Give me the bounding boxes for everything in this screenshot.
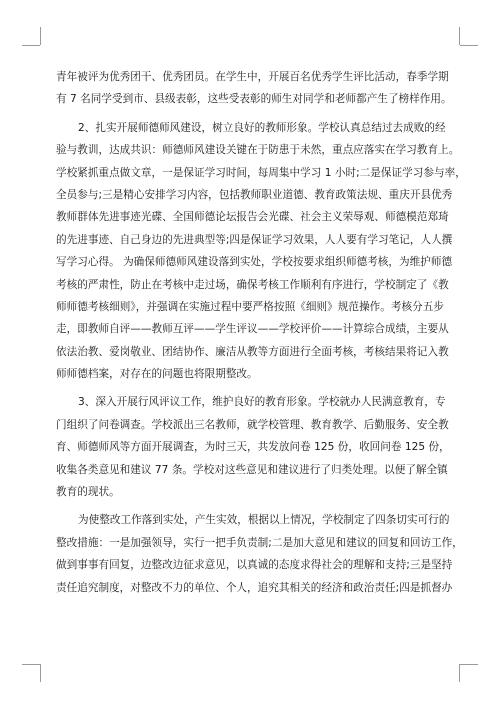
text-line: 走，即教师自评——教师互评——学生评议——学校评价——计算综合成绩，主要从	[56, 323, 449, 336]
crop-mark-top-left-horizontal	[22, 45, 40, 46]
text-line: 为使整改工作落到实处，产生实效，根据以上情况，学校制定了四条切实可行的	[78, 514, 450, 527]
text-line: 师师德考核细则》，并强调在实施过程中要严格按照《细则》规范操作。考核分五步	[56, 300, 444, 313]
paragraph	[56, 66, 452, 111]
paragraph	[56, 117, 466, 386]
text-line: 考核的严肃性，防止在考核中走过场，确保考核工作顺利有序进行，学校制定了《教	[56, 278, 449, 291]
crop-mark-bottom-left-horizontal	[22, 664, 40, 665]
text-line: 整改措施：一是加强领导，实行一把手负责制;二是加大意见和建议的回复和回访工作，	[56, 536, 463, 549]
text-line: 写学习心得。 为确保师德师风建设落到实处，学校按要求组织师德考核，为维护师德	[56, 256, 453, 269]
text-line: 师师德档案，对存在的问题也将限期整改。	[56, 368, 258, 381]
text-line: 责任追究制度，对整改不力的单位、个人，追究其相关的经济和政治责任;四是抓督办	[56, 581, 453, 594]
text-line: 门组织了问卷调查。学校派出三名教师，就学校管理、教育教学、后勤服务、安全教	[56, 418, 449, 431]
text-line: 青年被评为优秀团干、优秀团员。在学生中，开展百名优秀学生评比活动，春季学期	[56, 71, 449, 83]
text-line: 收集各类意见和建议 77 条。学校对这些意见和建议进行了归类处理。以便了解全镇	[56, 463, 448, 476]
text-line: 教育的现状。	[56, 486, 120, 499]
text-line: 做到事事有回复，边整改边征求意见，以真诚的态度求得社会的理解和支持;三是坚持	[56, 559, 453, 572]
text-line: 教师群体先进事迹光碟、全国师德论坛报告会光碟、社会主义荣辱观、师德模范郑琦	[56, 211, 449, 224]
text-line: 的先进事迹、自己身边的先进典型等;四是保证学习效果，人人要有学习笔记，人人撰	[56, 233, 453, 246]
crop-mark-top-right-vertical	[459, 27, 460, 45]
crop-mark-bottom-right-horizontal	[460, 664, 478, 665]
crop-mark-top-right-horizontal	[460, 45, 478, 46]
text-line: 全员参与;三是精心安排学习内容，包括教师职业道德、教育政策法规、重庆开县优秀	[56, 188, 453, 201]
text-line: 依法治教、爱岗敬业、团结协作、廉洁从教等方面进行全面考核，考核结果将记入教	[56, 345, 449, 358]
paragraph	[56, 391, 450, 503]
crop-mark-top-left-vertical	[40, 27, 41, 45]
crop-mark-bottom-right-vertical	[459, 664, 460, 682]
paragraph	[56, 509, 463, 599]
text-line: 验与教训，达成共识：师德师风建设关键在于防患于未然，重点应落实在学习教育上。	[56, 144, 460, 157]
crop-mark-bottom-left-vertical	[40, 664, 41, 682]
text-line: 3、深入开展行风评议工作，维护良好的教育形象。学校就办人民满意教育，专	[78, 396, 446, 409]
document-body	[56, 66, 466, 599]
text-line: 育、师德师风等方面开展调查，为时三天，共发放问卷 125 份，收回问卷 125 份，	[56, 441, 450, 454]
text-line: 有 7 名同学受到市、县级表彰，这些受表彰的师生对同学和老师都产生了榜样作用。	[56, 93, 452, 106]
text-line: 学校紧抓重点做文章，一是保证学习时间，每周集中学习 1 小时;二是保证学习参与率，	[56, 166, 466, 179]
text-line: 2、扎实开展师德师风建设，树立良好的教师形象。学校认真总结过去成败的经	[78, 121, 446, 134]
